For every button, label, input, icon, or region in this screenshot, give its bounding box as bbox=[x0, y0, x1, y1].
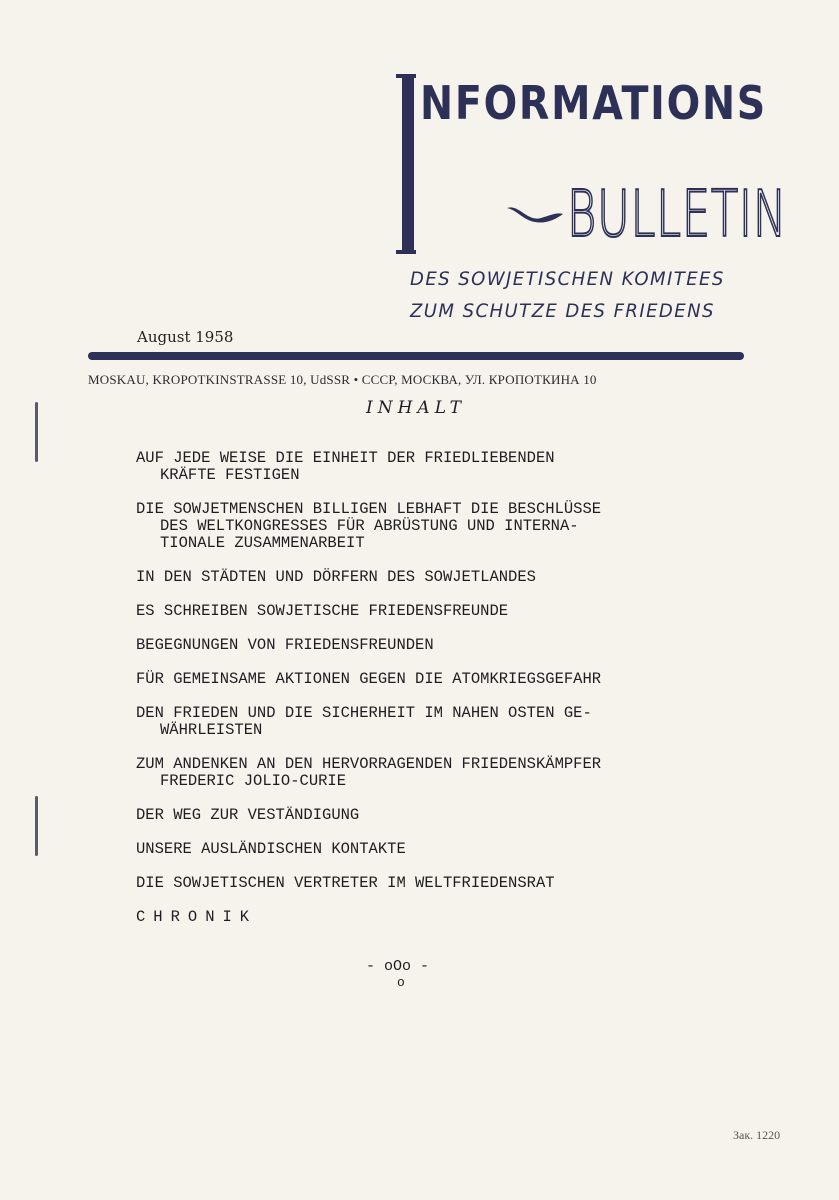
toc-entry-line: WÄHRLEISTEN bbox=[160, 721, 263, 739]
toc-entry bbox=[136, 875, 756, 892]
toc-entry bbox=[136, 705, 756, 739]
masthead-title-line1: NFORMATIONS bbox=[420, 76, 767, 130]
toc-entry-line: DER WEG ZUR VESTÄNDIGUNG bbox=[136, 806, 360, 824]
toc-entry-line: BEGEGNUNGEN VON FRIEDENSFREUNDEN bbox=[136, 636, 434, 654]
toc-entry-line: CHRONIK bbox=[136, 908, 258, 926]
contents-heading: INHALT bbox=[366, 398, 466, 418]
staple-mark-top bbox=[35, 402, 38, 462]
toc-entry-line: IN DEN STÄDTEN UND DÖRFERN DES SOWJETLANDES bbox=[136, 568, 536, 586]
publisher-address: MOSKAU, KROPOTKINSTRASSE 10, UdSSR • СССР, МОСКВА, УЛ. КРОПОТКИНА 10 bbox=[88, 372, 597, 387]
closing-ornament-tail: o bbox=[397, 975, 405, 990]
closing-ornament: - oOo - bbox=[366, 958, 430, 975]
toc-entry bbox=[136, 909, 756, 926]
toc-entry-line: DES WELTKONGRESSES FÜR ABRÜSTUNG UND INTERNA- bbox=[160, 517, 579, 535]
masthead-title-line2: BULLETIN bbox=[567, 178, 788, 252]
staple-mark-bottom bbox=[35, 796, 38, 856]
toc-entry bbox=[136, 807, 756, 824]
toc-entry-line: ZUM ANDENKEN AN DEN HERVORRAGENDEN FRIEDENSKÄMPFER bbox=[136, 755, 602, 773]
toc-entry-line: UNSERE AUSLÄNDISCHEN KONTAKTE bbox=[136, 840, 406, 858]
toc-entry bbox=[136, 569, 756, 586]
toc-entry-line: DEN FRIEDEN UND DIE SICHERHEIT IM NAHEN OSTEN GE- bbox=[136, 704, 592, 722]
toc-entry-line: KRÄFTE FESTIGEN bbox=[160, 466, 300, 484]
toc-entry bbox=[136, 450, 756, 484]
toc-entry-line: DIE SOWJETMENSCHEN BILLIGEN LEBHAFT DIE BESCHLÜSSE bbox=[136, 500, 602, 518]
toc-entry bbox=[136, 671, 756, 688]
table-of-contents bbox=[136, 450, 756, 926]
issue-date: August 1958 bbox=[137, 328, 234, 346]
masthead-initial-bar bbox=[402, 74, 414, 254]
toc-entry-line: DIE SOWJETISCHEN VERTRETER IM WELTFRIEDENSRAT bbox=[136, 874, 555, 892]
toc-entry-line: FÜR GEMEINSAME AKTIONEN GEGEN DIE ATOMKRIEGSGEFAHR bbox=[136, 670, 602, 688]
masthead-subtitle-line2: ZUM SCHUTZE DES FRIEDENS bbox=[410, 300, 715, 322]
masthead-rule bbox=[88, 352, 744, 360]
toc-entry bbox=[136, 637, 756, 654]
toc-entry-line: FREDERIC JOLIO-CURIE bbox=[160, 772, 347, 790]
toc-entry bbox=[136, 756, 756, 790]
toc-entry-line: TIONALE ZUSAMMENARBEIT bbox=[160, 534, 365, 552]
masthead-swoosh-icon bbox=[505, 202, 565, 224]
toc-entry bbox=[136, 501, 756, 552]
toc-entry bbox=[136, 603, 756, 620]
toc-entry-line: AUF JEDE WEISE DIE EINHEIT DER FRIEDLIEBENDEN bbox=[136, 449, 555, 467]
masthead-subtitle-line1: DES SOWJETISCHEN KOMITEES bbox=[410, 268, 725, 290]
toc-entry-line: ES SCHREIBEN SOWJETISCHE FRIEDENSFREUNDE bbox=[136, 602, 509, 620]
order-number: Зак. 1220 bbox=[733, 1128, 781, 1142]
toc-entry bbox=[136, 841, 756, 858]
